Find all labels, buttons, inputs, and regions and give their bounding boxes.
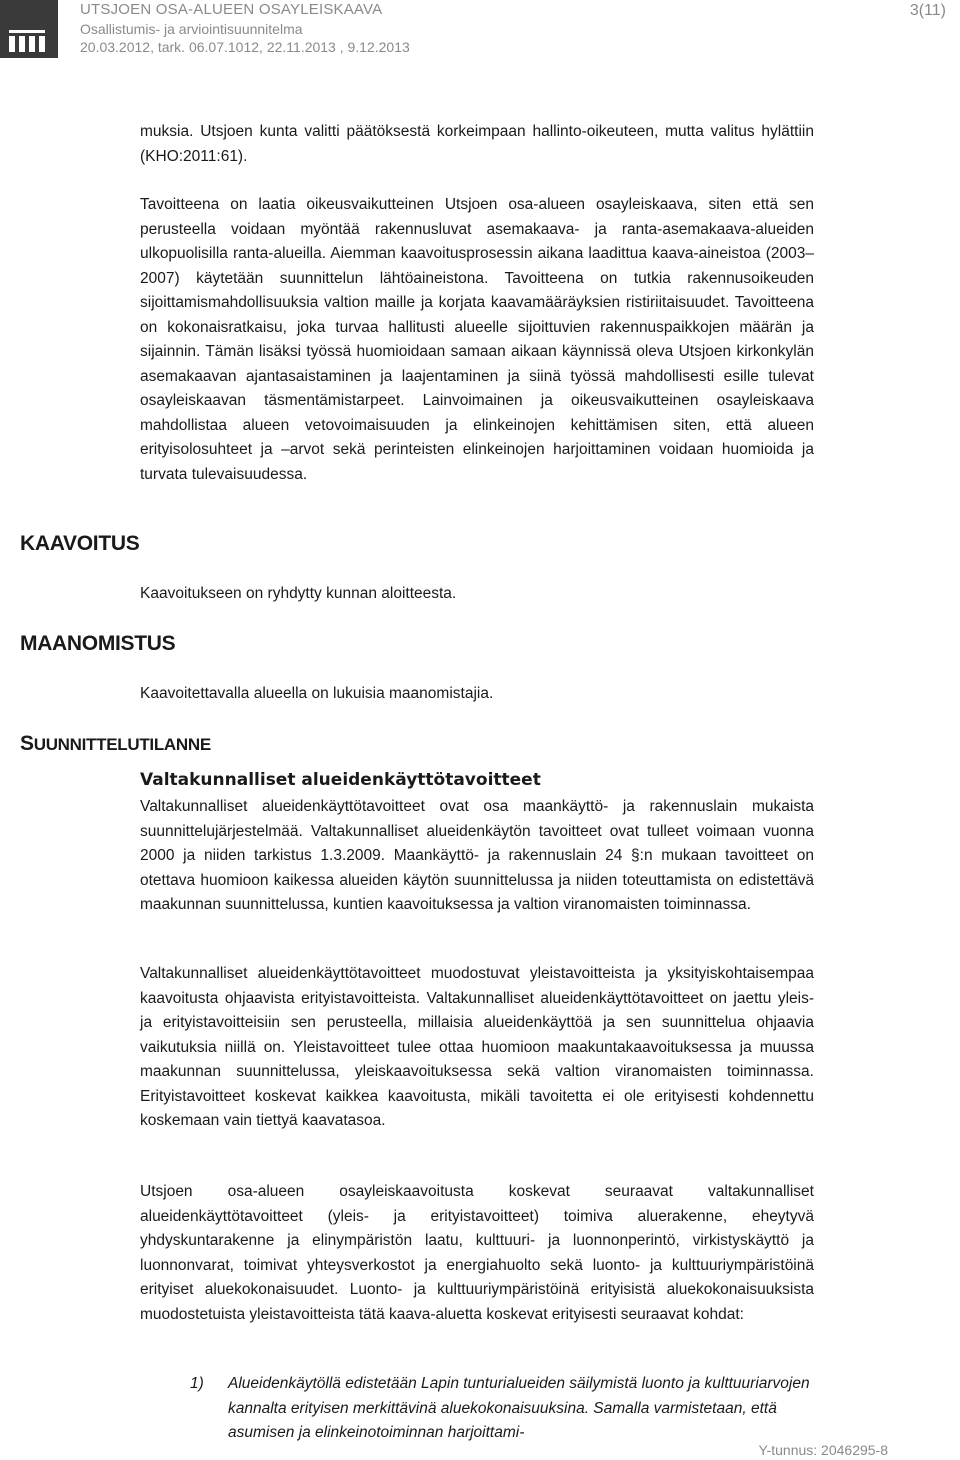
section-heading-suunnittelutilanne: SUUNNITTELUTILANNE [20, 732, 211, 755]
list-item: 1) Alueidenkäytöllä edistetään Lapin tunturialueiden säilymistä luonto ja kulttuuriarvojen kannalta erityisen merkittävinä aluekokonaisuuksina. Samalla varmistetaan, että asumisen ja elinkeinotoiminnan harjoittami- [190, 1375, 810, 1441]
business-id: Y-tunnus: 2046295-8 [758, 1442, 888, 1458]
section-heading-kaavoitus: KAAVOITUS [20, 532, 140, 555]
section-heading-maanomistus: MAANOMISTUS [20, 632, 176, 655]
paragraph-national-goals-1: Valtakunnalliset alueidenkäyttötavoitteet ovat osa maankäyttö- ja rakennuslain mukaista suunnittelujärjestelmää. Valtakunnalliset alueidenkäytön tavoitteet ovat tulleet voimaan vuonna 2000 ja niiden tarkistus 1.3.2009. Maankäyttö- ja rakennuslain 24 §:n mukaan tavoitteet on otettava huomioon kaikessa alueiden käytön suunnittelussa ja niiden toteuttamista on edistettävä maakunnan suunnittelussa, kuntien kaavoituksessa ja valtion viranomaisten toiminnassa. [140, 798, 814, 913]
document-subtitle: Osallistumis- ja arviointisuunnitelma [80, 21, 303, 37]
paragraph-continuation: muksia. Utsjoen kunta valitti päätöksestä korkeimpaan hallinto-oikeuteen, mutta valitus hylättiin (KHO:2011:61). [140, 123, 814, 165]
document-dates: 20.03.2012, tark. 06.07.1012, 22.11.2013 , 9.12.2013 [80, 39, 410, 55]
paragraph-national-goals-2: Valtakunnalliset alueidenkäyttötavoitteet muodostuvat yleistavoitteista ja yksityiskohtaisempaa kaavoitusta ohjaavista erityistavoitteista. Valtakunnalliset alueidenkäyttötavoitteet on jaettu yleis- ja erityistavoitteisiin sen perusteella, millaisia alueidenkäyttöä ja sen suunnittelua ohjaavia vaikutuksia niillä on. Yleistavoitteet tulee ottaa huomioon maakuntakaavoituksessa ja muussa maakunnan suunnittelussa, yleiskaavoituksessa sekä valtion viranomaisten toiminnassa. Erityistavoitteet koskevat kaikkea kaavoitusta, mikäli tavoitetta ei ole erityisesti kohdennettu koskemaan vain tiettyä kaavatasoa. [140, 965, 814, 1129]
paragraph-national-goals-3: Utsjoen osa-alueen osayleiskaavoitusta koskevat seuraavat valtakunnalliset alueidenkäyttötavoitteet (yleis- ja erityistavoitteet) toimiva aluerakenne, eheytyvä yhdyskuntarakenne ja elinympäristön laatu, kulttuuri- ja luonnonperintö, virkistyskäyttö ja luonnonvarat, toimivat yhteysverkostot ja energiahuolto sekä luonto- ja kulttuuriympäristöinä erityiset aluekokonaisuudet. Luonto- ja kulttuuriympäristöinä erityisistä aluekokonaisuuksista muodostetuista yleistavoitteista tätä kaava-aluetta koskevat erityisesti seuraavat kohdat: [140, 1183, 814, 1323]
paragraph-maanomistus: Kaavoitettavalla alueella on lukuisia maanomistajia. [140, 685, 494, 702]
paragraph-kaavoitus: Kaavoitukseen on ryhdytty kunnan aloitteesta. [140, 585, 457, 602]
document-title: UTSJOEN OSA-ALUEEN OSAYLEISKAAVA [80, 1, 383, 18]
subheading-national-goals: Valtakunnalliset alueidenkäyttötavoitteet [140, 770, 541, 790]
page-number: 3(11) [909, 2, 946, 19]
paragraph-goals: Tavoitteena on laatia oikeusvaikutteinen Utsjoen osa-alueen osayleiskaava, siten että sen perusteella voidaan myöntää rakennusluvat asemakaava- ja ranta-asemakaava-alueiden ulkopuolisilla ranta-alueilla. Aiemman kaavoitusprosessin aikana laadittua kaava-aineistoa (2003–2007) käytetään suunnittelun lähtöaineistona. Tavoitteena on tutkia rakennusoikeuden sijoittamismahdollisuuksia valtion maille ja korjata kaavamääräyksien ristiriitaisuudet. Tavoitteena on kokonaisratkaisu, joka turvaa hallitusti alueelle sijoittuvien rakennuspaikkojen määrän ja sijainnin. Tämän lisäksi työssä huomioidaan samaan aikaan käynnissä oleva Utsjoen kirkonkylän asemakaavan ajantasaistaminen ja laajentaminen ja siinä työssä mahdollisesti esille tulevat osayleiskaavan täsmentämistarpeet. Lainvoimainen ja oikeusvaikutteinen osayleiskaava mahdollistaa alueen vetovoimaisuuden ja elinkeinojen kehittämisen siten, että alueen erityisolosuhteet ja –arvot sekä perinteisten elinkeinojen harjoittaminen voidaan huomioida ja turvata tulevaisuudessa. [140, 196, 814, 483]
company-logo [0, 0, 58, 58]
